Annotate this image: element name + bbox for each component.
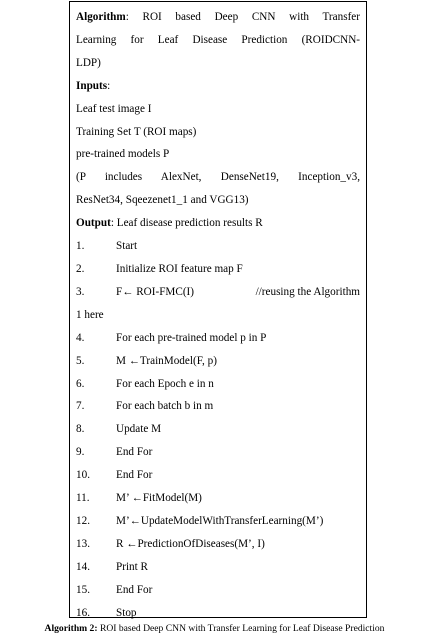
step-text: Update M [116, 423, 162, 436]
step-number: 5. [76, 354, 85, 367]
step-text: Stop [116, 606, 137, 619]
input-line: (P includes AlexNet, DenseNet19, Inception_v3, [76, 171, 360, 184]
algorithm-step [76, 258, 360, 281]
step-number: 13. [76, 537, 90, 550]
step-number: 11. [76, 492, 90, 505]
step-number: 12. [76, 514, 90, 527]
algorithm-title-text-1: : ROI based Deep CNN with Transfer [125, 11, 360, 23]
step-text: End For [116, 446, 153, 459]
algorithm-step [76, 487, 360, 510]
algorithm-box [69, 1, 367, 618]
algorithm-step [76, 533, 360, 556]
step-text: F← ROI-FMC(I) [116, 285, 195, 298]
step-text: M’ ←FitModel(M) [116, 492, 202, 505]
step-text: For each pre-trained model p in P [116, 331, 267, 344]
algorithm-step [76, 235, 360, 258]
step-text: For each Epoch e in n [116, 377, 214, 390]
input-line: pre-trained models P [76, 148, 170, 161]
step-text: End For [116, 469, 153, 482]
output-label: Output [76, 217, 111, 230]
step-number: 2. [76, 262, 85, 275]
step-text: R ←PredictionOfDiseases(M’, I) [116, 537, 265, 550]
algorithm-step [76, 579, 360, 602]
caption-text: ROI based Deep CNN with Transfer Learning for Leaf Disease Prediction [97, 623, 385, 634]
step-text: Start [116, 240, 138, 253]
algorithm-step [76, 441, 360, 464]
step-number: 7. [76, 400, 85, 413]
algorithm-title-line-3: LDP) [76, 56, 101, 69]
algorithm-step [76, 281, 360, 304]
step-number: 15. [76, 583, 90, 596]
step-number: 16. [76, 606, 90, 619]
step-text: Initialize ROI feature map F [116, 262, 243, 275]
algorithm-title-line-1 [76, 6, 360, 29]
step-number: 14. [76, 560, 90, 573]
step-number: 8. [76, 423, 85, 436]
step-number: 10. [76, 469, 90, 482]
step-number: 9. [76, 446, 85, 459]
algorithm-step [76, 395, 360, 418]
inputs-label: Inputs [76, 79, 108, 92]
figure-caption [0, 622, 429, 636]
step-number: 4. [76, 331, 85, 344]
algorithm-step [76, 327, 360, 350]
step-text: M ←TrainModel(F, p) [116, 354, 217, 367]
step-number: 3. [76, 285, 85, 298]
algorithm-step [76, 556, 360, 579]
caption-label: Algorithm 2: [44, 623, 98, 634]
step-text: For each batch b in m [116, 400, 214, 413]
step-text: Print R [116, 560, 149, 573]
step-comment: //reusing the Algorithm [255, 285, 360, 298]
algorithm-step [76, 418, 360, 441]
step-text: M’←UpdateModelWithTransferLearning(M’) [116, 514, 324, 527]
input-line: Training Set T (ROI maps) [76, 125, 197, 138]
algorithm-step [76, 350, 360, 373]
algorithm-step [76, 373, 360, 396]
algorithm-step [76, 510, 360, 533]
step-number: 6. [76, 377, 85, 390]
step-continuation: 1 here [76, 308, 104, 321]
algorithm-step [76, 464, 360, 487]
input-line: Leaf test image I [76, 102, 152, 115]
step-text: End For [116, 583, 153, 596]
algorithm-title-line-2: Learning for Leaf Disease Prediction (ROIDCNN- [76, 33, 360, 46]
algorithm-title-label: Algorithm [76, 11, 126, 23]
inputs-heading [76, 75, 360, 98]
input-line: ResNet34, Sqeezenet1_1 and VGG13) [76, 194, 249, 207]
inputs-colon: : [107, 79, 111, 92]
output-line [76, 212, 360, 235]
output-text: : Leaf disease prediction results R [110, 217, 263, 230]
step-number: 1. [76, 240, 85, 253]
step-text-with-comment [116, 281, 360, 304]
